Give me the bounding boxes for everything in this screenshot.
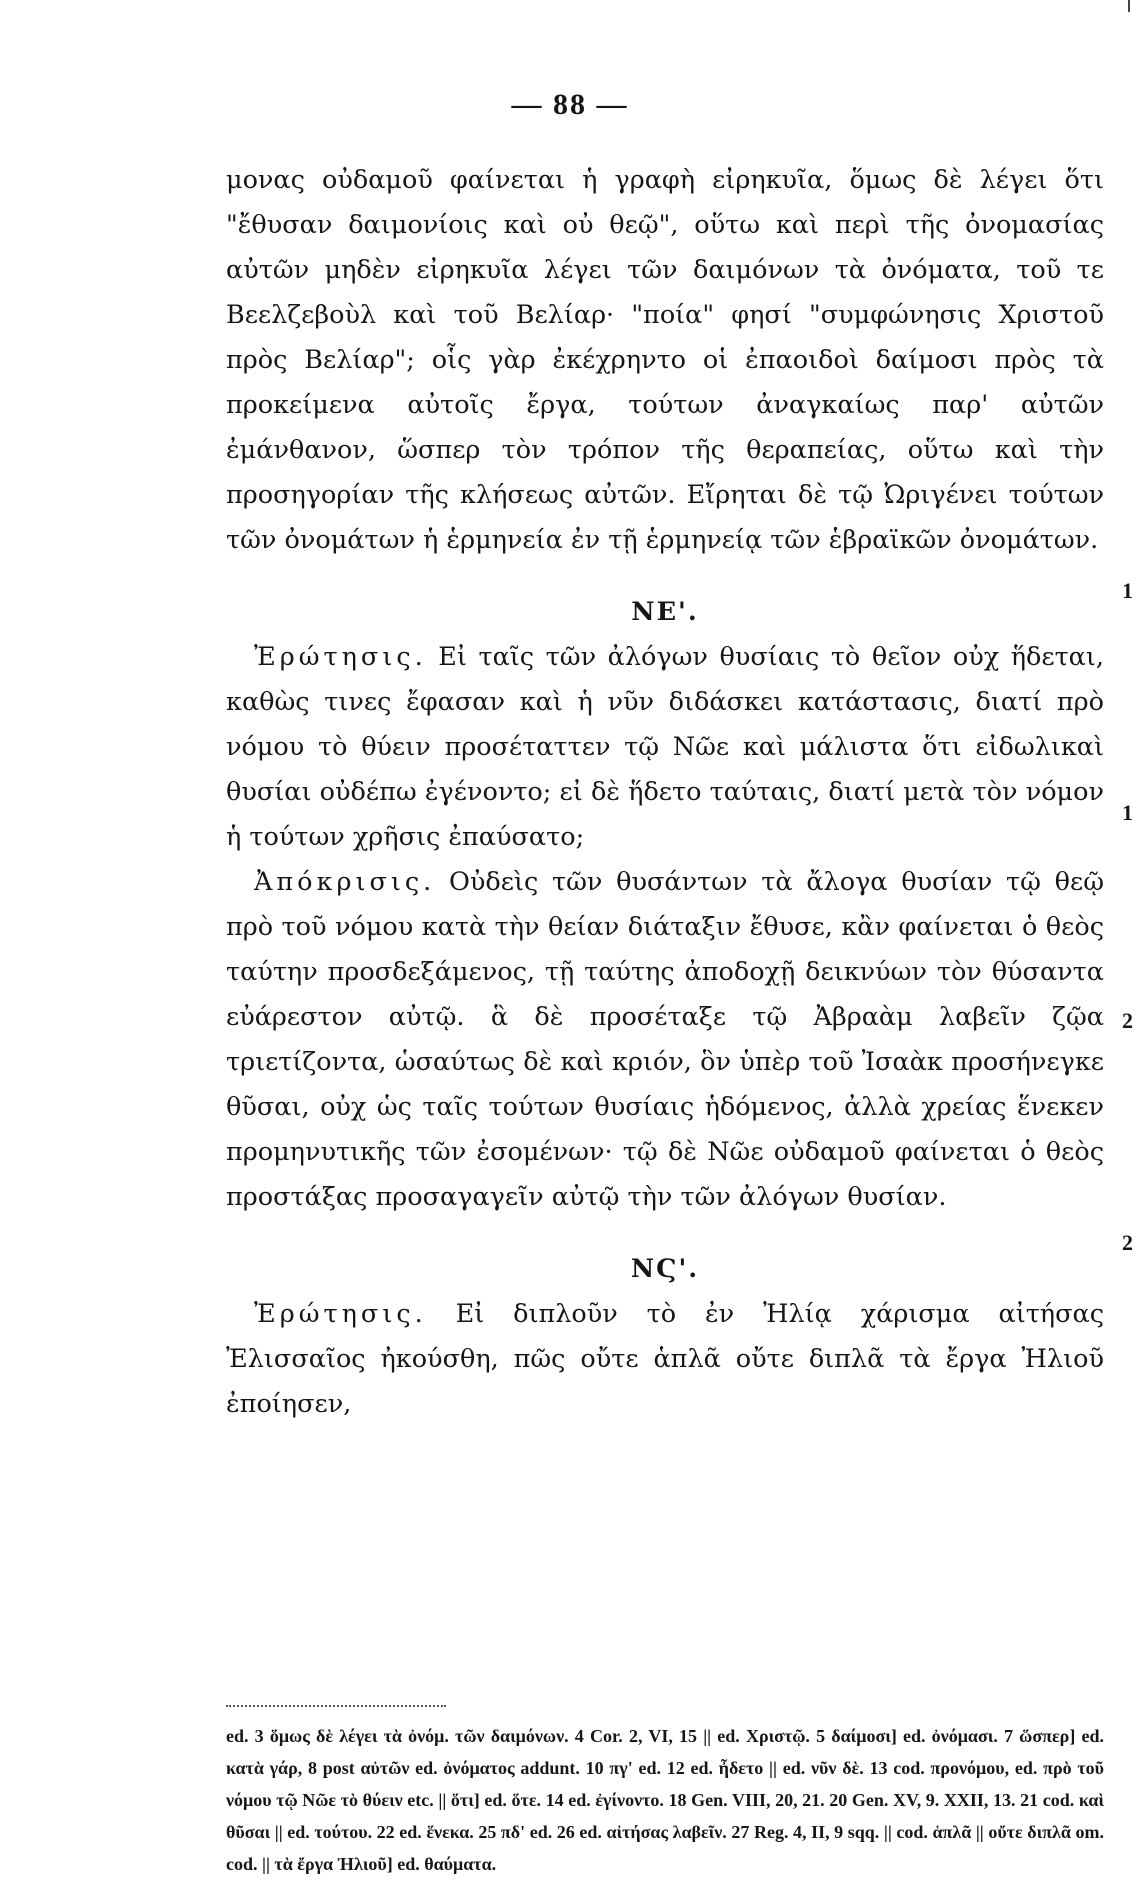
margin-line-mark: 2: [1122, 1008, 1133, 1033]
margin-line-mark: 1: [1122, 800, 1133, 825]
section-number: ΝΕ'.: [631, 597, 699, 627]
section-ns: [226, 1247, 1104, 1427]
answer-paragraph: [226, 860, 1104, 1220]
question-paragraph: [226, 1292, 1104, 1427]
footnotes: [226, 1720, 1104, 1880]
footnote-divider: [226, 1705, 446, 1707]
margin-line-mark: 2: [1122, 1230, 1133, 1255]
question-label: Ἐρώτησις.: [254, 642, 427, 672]
answer-text: Οὐδεὶς τῶν θυσάντων τὰ ἄλογα θυσίαν τῷ θεῷ πρὸ τοῦ νόμου κατὰ τὴν θείαν διάταξιν ἔθυσε, κἂν φαίνεται ὁ θεὸς ταύτην προσδεξάμενος, τῇ ταύτης ἀποδοχῇ δεικνύων τὸν θύσαντα εὐάρεστον αὐτῷ. ἃ δὲ προσέταξε τῷ Ἀβραὰμ λαβεῖν ζῷα τριετίζοντα, ὡσαύτως δὲ καὶ κριόν, ὃν ὑπὲρ τοῦ Ἰσαὰκ προσήνεγκε θῦσαι, οὐχ ὡς ταῖς τούτων θυσίαις ἡδόμενος, ἀλλὰ χρείας ἕνεκεν προμηνυτικῆς τῶν ἐσομένων· τῷ δὲ Νῶε οὐδαμοῦ φαίνεται ὁ θεὸς προστάξας προσαγαγεῖν αὐτῷ τὴν τῶν ἀλόγων θυσίαν.: [226, 867, 1104, 1212]
answer-label: Ἀπόκρισις.: [254, 867, 436, 897]
section-ne: [226, 590, 1104, 1220]
footnote-text: ed. 3 ὅμως δὲ λέγει τὰ ὀνόμ. τῶν δαιμόνων. 4 Cor. 2, VI, 15 || ed. Χριστῷ. 5 δαίμοσι] ed. ὀνόμασι. 7 ὥσπερ] ed. κατὰ γάρ, 8 post αὐτῶν ed. ὀνόματος addunt. 10 πγ' ed. 12 ed. ἦδετο || ed. νῦν δὲ. 13 cod. προνόμου, ed. πρὸ τοῦ νόμου τῷ Νῶε τὸ θύειν etc. || ὅτι] ed. ὅτε. 14 ed. ἐγίνοντο. 18 Gen. VIII, 20, 21. 20 Gen. XV, 9. XXII, 13. 21 cod. καὶ θῦσαι || ed. τούτου. 22 ed. ἕνεκα. 25 πδ' ed. 26 ed. αἰτήσας λαβεῖν. 27 Reg. 4, II, 9 sqq. || cod. ἁπλᾶ || οὔτε διπλᾶ om. cod. || τὰ ἔργα Ἠλιοῦ] ed. θαύματα.: [226, 1726, 1104, 1874]
margin-line-mark: 1: [1122, 578, 1133, 603]
question-paragraph: [226, 635, 1104, 860]
question-text: Εἰ ταῖς τῶν ἀλόγων θυσίαις τὸ θεῖον οὐχ ἥδεται, καθὼς τινες ἔφασαν καὶ ἡ νῦν διδάσκει κατάστασις, διατί πρὸ νόμου τὸ θύειν προσέταττεν τῷ Νῶε καὶ μάλιστα ὅτι εἰδωλικαὶ θυσίαι οὐδέπω ἐγένοντο; εἰ δὲ ἥδετο ταύταις, διατί μετὰ τὸν νόμον ἡ τούτων χρῆσις ἐπαύσατο;: [226, 642, 1104, 852]
page-edge-mark: [1128, 0, 1130, 12]
paragraph-text: μονας οὐδαμοῦ φαίνεται ἡ γραφὴ εἰρηκυῖα, ὅμως δὲ λέγει ὅτι "ἔθυσαν δαιμονίοις καὶ οὐ θεῷ", οὕτω καὶ περὶ τῆς ὀνομασίας αὐτῶν μηδὲν εἰρηκυῖα λέγει τῶν δαιμόνων τὰ ὀνόματα, τοῦ τε Βεελζεβοὺλ καὶ τοῦ Βελίαρ· "ποία" φησί "συμφώνησις Χριστοῦ πρὸς Βελίαρ"; οἷς γὰρ ἐκέχρηντο οἱ ἐπαοιδοὶ δαίμοσι πρὸς τὰ προκείμενα αὐτοῖς ἔργα, τούτων ἀναγκαίως παρ' αὐτῶν ἐμάνθανον, ὥσπερ τὸν τρόπον τῆς θεραπείας, οὕτω καὶ τὴν προσηγορίαν τῆς κλήσεως αὐτῶν. Εἴρηται δὲ τῷ Ὠριγένει τούτων τῶν ὀνομάτων ἡ ἑρμηνεία ἐν τῇ ἑρμηνείᾳ τῶν ἑβραϊκῶν ὀνομάτων.: [226, 165, 1104, 555]
question-label: Ἐρώτησις.: [254, 1299, 427, 1329]
section-continuation: [226, 158, 1104, 563]
question-text: Εἰ διπλοῦν τὸ ἐν Ἠλίᾳ χάρισμα αἰτήσας Ἐλισσαῖος ἠκούσθη, πῶς οὔτε ἁπλᾶ οὔτε διπλᾶ τὰ ἔργα Ἠλιοῦ ἐποίησεν,: [226, 1299, 1104, 1419]
page-number: — 88 —: [511, 88, 629, 121]
section-number: ΝϚ'.: [630, 1254, 700, 1284]
